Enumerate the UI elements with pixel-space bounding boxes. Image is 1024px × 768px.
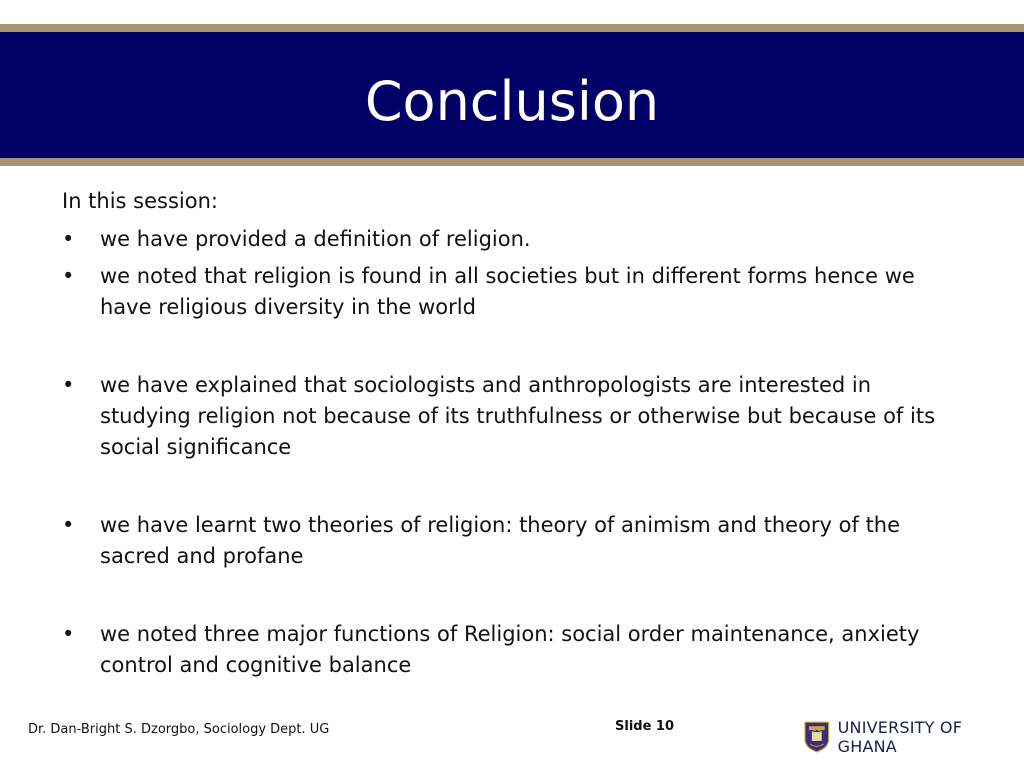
bullet-text: we have learnt two theories of religion: theory of animism and theory of the sacred and profane	[100, 513, 901, 568]
bullet-item	[62, 370, 962, 463]
slide-body	[62, 186, 962, 681]
bullet-icon: •	[62, 264, 75, 288]
bullet-item	[62, 619, 962, 681]
bullet-list	[62, 224, 962, 681]
university-crest-icon	[804, 721, 830, 753]
bullet-item	[62, 510, 962, 572]
bullet-text: we noted three major functions of Religion: social order maintenance, anxiety control and cognitive balance	[100, 622, 920, 677]
university-logo	[804, 718, 1024, 756]
bullet-icon: •	[62, 622, 75, 646]
intro-text: In this session:	[62, 189, 218, 213]
bullet-text: we noted that religion is found in all societies but in different forms hence we have religious diversity in the world	[100, 264, 915, 319]
bullet-text: we have provided a definition of religion.	[100, 227, 531, 251]
bullet-icon: •	[62, 513, 75, 537]
slide-number: Slide 10	[615, 719, 675, 734]
banner-gold-stripe-top	[0, 24, 1024, 32]
slide-title: Conclusion	[364, 70, 660, 133]
bullet-item	[62, 261, 962, 323]
footer-author: Dr. Dan-Bright S. Dzorgbo, Sociology Dept. UG	[28, 722, 330, 737]
bullet-icon: •	[62, 227, 75, 251]
bullet-item	[62, 224, 962, 255]
bullet-icon: •	[62, 373, 75, 397]
title-banner	[0, 24, 1024, 166]
banner-gold-stripe-bottom	[0, 158, 1024, 166]
logo-text: UNIVERSITY OF GHANA	[837, 718, 963, 756]
bullet-text: we have explained that sociologists and anthropologists are interested in studying religion not because of its truthfulness or otherwise but because of its social significance	[100, 373, 936, 459]
